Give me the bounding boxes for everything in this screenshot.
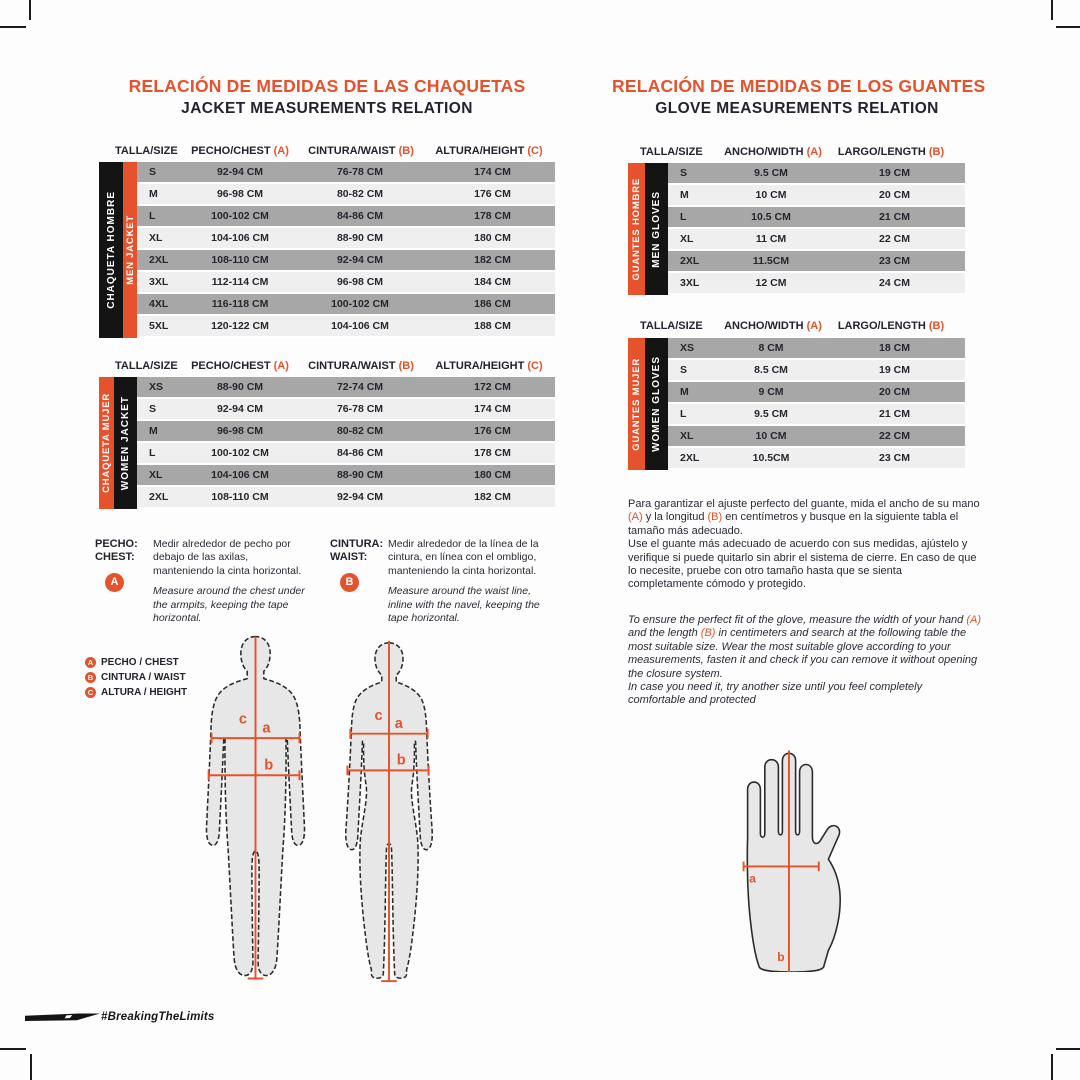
height-cell: 182 CM bbox=[474, 491, 511, 503]
glove-note-es-p2: Use el guante más adecuado de acuerdo con sus medidas, ajústelo y verifique si puede quitarlo sin abrir el sistema de cierre. En caso de que lo necesite, pruebe con otro tamaño hasta que se sienta completamente cómodo y protegido. bbox=[628, 538, 977, 591]
column-header-length: LARGO/LENGTH (B) bbox=[837, 320, 945, 332]
legend-item: B CINTURA / WAIST bbox=[85, 670, 187, 685]
column-header-chest: PECHO/CHEST (A) bbox=[191, 145, 289, 157]
size-cell: XL bbox=[149, 232, 163, 244]
size-cell: 4XL bbox=[149, 298, 169, 310]
women-gloves-side-label-es: GUANTES MUJER bbox=[628, 338, 645, 470]
table-row bbox=[137, 399, 555, 421]
size-cell: 2XL bbox=[680, 452, 700, 464]
table-row bbox=[137, 377, 555, 399]
height-cell: 188 CM bbox=[474, 320, 511, 332]
table-row bbox=[137, 250, 555, 272]
legend-a-icon: A bbox=[85, 657, 96, 668]
width-cell: 11 CM bbox=[755, 233, 787, 245]
column-header-size: TALLA/SIZE bbox=[640, 320, 703, 332]
table-row bbox=[668, 382, 965, 404]
size-cell: S bbox=[149, 166, 157, 178]
table-row bbox=[668, 185, 965, 207]
waist-cell: 80-82 CM bbox=[336, 425, 384, 437]
size-cell: XS bbox=[680, 342, 695, 354]
hand-label-b: b bbox=[777, 949, 785, 964]
chest-cell: 100-102 CM bbox=[211, 210, 269, 222]
length-cell: 20 CM bbox=[879, 386, 910, 398]
glove-note-es-p1: Para garantizar el ajuste perfecto del guante, mida el ancho de su mano (A) y la longitud (B) en centímetros y busque en la siguiente tabla el tamaño más adecuado. bbox=[628, 498, 980, 537]
chest-cell: 100-102 CM bbox=[211, 447, 269, 459]
table-row bbox=[137, 487, 555, 509]
height-cell: 174 CM bbox=[474, 403, 511, 415]
waist-cell: 76-78 CM bbox=[336, 403, 384, 415]
female-label-c: c bbox=[374, 708, 383, 725]
width-cell: 9 CM bbox=[758, 386, 784, 398]
length-cell: 22 CM bbox=[879, 430, 910, 442]
size-cell: M bbox=[680, 386, 689, 398]
table-row bbox=[668, 338, 965, 360]
female-label-b: b bbox=[396, 752, 406, 769]
size-cell: L bbox=[680, 211, 687, 223]
width-cell: 10 CM bbox=[755, 430, 787, 442]
male-label-c: c bbox=[238, 711, 248, 728]
size-cell: 2XL bbox=[149, 254, 169, 266]
table-row bbox=[137, 162, 555, 184]
height-cell: 174 CM bbox=[474, 166, 511, 178]
width-cell: 9.5 CM bbox=[754, 408, 788, 420]
chest-cell: 108-110 CM bbox=[211, 254, 269, 266]
table-row bbox=[137, 316, 555, 338]
table-row bbox=[668, 229, 965, 251]
width-cell: 12 CM bbox=[755, 277, 787, 289]
jacket-title-en: JACKET MEASUREMENTS RELATION bbox=[181, 100, 473, 117]
table-row bbox=[137, 465, 555, 487]
male-figure-diagram bbox=[192, 632, 319, 985]
waist-cell: 88-90 CM bbox=[336, 232, 384, 244]
size-cell: XS bbox=[149, 381, 164, 393]
waist-cell: 80-82 CM bbox=[336, 188, 384, 200]
table-row bbox=[137, 206, 555, 228]
height-cell: 178 CM bbox=[474, 447, 511, 459]
height-cell: 180 CM bbox=[474, 232, 511, 244]
table-row bbox=[668, 207, 965, 229]
hand-silhouette bbox=[747, 753, 840, 972]
column-header-height: ALTURA/HEIGHT (C) bbox=[435, 145, 543, 157]
size-cell: 3XL bbox=[149, 276, 169, 288]
column-header-chest: PECHO/CHEST (A) bbox=[191, 360, 289, 372]
waist-guide-label: CINTURA: WAIST: B bbox=[330, 538, 388, 626]
length-cell: 22 CM bbox=[879, 233, 910, 245]
size-cell: S bbox=[680, 167, 688, 179]
size-cell: S bbox=[149, 403, 157, 415]
chest-cell: 92-94 CM bbox=[216, 403, 264, 415]
waist-cell: 88-90 CM bbox=[336, 469, 384, 481]
legend-item: C ALTURA / HEIGHT bbox=[85, 685, 187, 700]
women-jacket-table bbox=[137, 377, 555, 509]
size-cell: M bbox=[149, 188, 158, 200]
size-cell: XL bbox=[680, 233, 694, 245]
chest-cell: 108-110 CM bbox=[211, 491, 269, 503]
chest-cell: 112-114 CM bbox=[211, 276, 269, 288]
waist-cell: 76-78 CM bbox=[336, 166, 384, 178]
height-cell: 176 CM bbox=[474, 425, 511, 437]
size-cell: L bbox=[680, 408, 687, 420]
chest-cell: 92-94 CM bbox=[216, 166, 264, 178]
column-header-height: ALTURA/HEIGHT (C) bbox=[435, 360, 543, 372]
hashtag-text: #BreakingTheLimits bbox=[101, 1011, 215, 1023]
male-label-b: b bbox=[264, 757, 274, 774]
waist-cell: 84-86 CM bbox=[336, 447, 384, 459]
women-gloves-side-label-en: WOMEN GLOVES bbox=[645, 338, 668, 470]
waist-cell: 96-98 CM bbox=[336, 276, 384, 288]
chest-cell: 120-122 CM bbox=[211, 320, 269, 332]
men-gloves-side-label-en: MEN GLOVES bbox=[645, 163, 668, 295]
glove-note-en-p2: In case you need it, try another size until you feel completely comfortable and protected bbox=[628, 681, 923, 707]
male-label-a: a bbox=[262, 720, 271, 737]
length-cell: 20 CM bbox=[879, 189, 910, 201]
width-cell: 10 CM bbox=[755, 189, 787, 201]
table-row bbox=[137, 228, 555, 250]
crop-mark bbox=[0, 26, 26, 28]
men-jacket-side-label-en: MEN JACKET bbox=[123, 162, 137, 338]
height-cell: 176 CM bbox=[474, 188, 511, 200]
ref-b-badge: B bbox=[340, 573, 359, 592]
ref-a-badge: A bbox=[105, 573, 124, 592]
column-header-size: TALLA/SIZE bbox=[115, 360, 178, 372]
glove-note-en-p1: To ensure the perfect fit of the glove, measure the width of your hand (A) and the length (B) in centimeters and search at the following table the most suitable size. Wear the most suitable glove according to your measurements, fasten it and check if you can remove it without opening the closure system. bbox=[628, 614, 982, 680]
table-row bbox=[668, 273, 965, 295]
length-cell: 19 CM bbox=[879, 167, 910, 179]
size-cell: 5XL bbox=[149, 320, 169, 332]
female-figure-diagram bbox=[324, 637, 454, 985]
chest-measure-guide bbox=[95, 538, 311, 626]
table-row bbox=[137, 421, 555, 443]
size-cell: 2XL bbox=[680, 255, 700, 267]
height-cell: 178 CM bbox=[474, 210, 511, 222]
glove-note-es bbox=[628, 498, 980, 592]
width-cell: 11.5CM bbox=[752, 255, 790, 267]
width-cell: 10.5 CM bbox=[751, 211, 791, 223]
men-jacket-table bbox=[137, 162, 555, 338]
column-header-width: ANCHO/WIDTH (A) bbox=[724, 320, 822, 332]
table-row bbox=[137, 443, 555, 465]
jacket-title-es: RELACIÓN DE MEDIDAS DE LAS CHAQUETAS bbox=[128, 76, 526, 96]
chest-cell: 104-106 CM bbox=[211, 232, 269, 244]
size-cell: XL bbox=[149, 469, 163, 481]
column-header-waist: CINTURA/WAIST (B) bbox=[308, 360, 414, 372]
chest-cell: 96-98 CM bbox=[216, 425, 264, 437]
waist-measure-guide bbox=[330, 538, 554, 626]
crop-mark bbox=[1056, 26, 1080, 28]
female-label-a: a bbox=[394, 715, 403, 732]
glove-title-en: GLOVE MEASUREMENTS RELATION bbox=[655, 100, 939, 117]
size-cell: 3XL bbox=[680, 277, 700, 289]
length-cell: 23 CM bbox=[879, 452, 910, 464]
column-header-waist: CINTURA/WAIST (B) bbox=[308, 145, 414, 157]
table-row bbox=[668, 360, 965, 382]
brand-logo bbox=[25, 1012, 100, 1024]
legend-item: A PECHO / CHEST bbox=[85, 655, 187, 670]
table-row bbox=[668, 163, 965, 185]
length-cell: 21 CM bbox=[879, 211, 910, 223]
waist-cell: 100-102 CM bbox=[331, 298, 389, 310]
width-cell: 8 CM bbox=[758, 342, 784, 354]
crop-mark bbox=[0, 1048, 26, 1050]
height-cell: 182 CM bbox=[474, 254, 511, 266]
table-row bbox=[668, 251, 965, 273]
jacket-section-title bbox=[97, 76, 557, 118]
height-cell: 186 CM bbox=[474, 298, 511, 310]
size-cell: L bbox=[149, 210, 156, 222]
glove-section-title bbox=[612, 76, 986, 118]
waist-cell: 104-106 CM bbox=[331, 320, 389, 332]
crop-mark bbox=[29, 0, 31, 20]
chest-guide-label: PECHO: CHEST: A bbox=[95, 538, 153, 626]
column-header-size: TALLA/SIZE bbox=[115, 145, 178, 157]
hand-label-a: a bbox=[749, 871, 756, 886]
width-cell: 8.5 CM bbox=[754, 364, 788, 376]
size-cell: S bbox=[680, 364, 688, 376]
hand-figure-diagram bbox=[722, 740, 850, 972]
chest-cell: 96-98 CM bbox=[216, 188, 264, 200]
glove-note-en bbox=[628, 614, 982, 708]
chest-cell: 88-90 CM bbox=[216, 381, 264, 393]
length-cell: 24 CM bbox=[879, 277, 910, 289]
waist-cell: 92-94 CM bbox=[336, 254, 384, 266]
size-cell: XL bbox=[680, 430, 694, 442]
size-cell: 2XL bbox=[149, 491, 169, 503]
table-row bbox=[668, 404, 965, 426]
waist-cell: 92-94 CM bbox=[336, 491, 384, 503]
women-jacket-side-label-en: WOMEN JACKET bbox=[114, 377, 137, 509]
men-gloves-table bbox=[668, 163, 965, 295]
measurement-legend bbox=[85, 655, 187, 700]
length-cell: 21 CM bbox=[879, 408, 910, 420]
width-cell: 9.5 CM bbox=[754, 167, 788, 179]
waist-cell: 72-74 CM bbox=[336, 381, 384, 393]
size-cell: M bbox=[680, 189, 689, 201]
glove-title-es: RELACIÓN DE MEDIDAS DE LOS GUANTES bbox=[612, 76, 986, 96]
size-cell: M bbox=[149, 425, 158, 437]
waist-guide-text: Medir alrededor de la línea de la cintura, en línea con el ombligo, manteniendo la cinta horizontal. Measure around the waist line, inline with the navel, keeping the tape horizontal. bbox=[388, 538, 540, 625]
waist-cell: 84-86 CM bbox=[336, 210, 384, 222]
table-row bbox=[137, 294, 555, 316]
column-header-size: TALLA/SIZE bbox=[640, 146, 703, 158]
column-header-width: ANCHO/WIDTH (A) bbox=[724, 146, 822, 158]
table-row bbox=[668, 426, 965, 448]
women-gloves-table bbox=[668, 338, 965, 470]
table-row bbox=[137, 272, 555, 294]
size-cell: L bbox=[149, 447, 156, 459]
length-cell: 23 CM bbox=[879, 255, 910, 267]
height-cell: 172 CM bbox=[474, 381, 511, 393]
legend-b-icon: B bbox=[85, 672, 96, 683]
crop-mark bbox=[1051, 1054, 1053, 1080]
women-jacket-side-label-es: CHAQUETA MUJER bbox=[99, 377, 114, 509]
length-cell: 19 CM bbox=[879, 364, 910, 376]
men-gloves-side-label-es: GUANTES HOMBRE bbox=[628, 163, 645, 295]
column-header-length: LARGO/LENGTH (B) bbox=[837, 146, 945, 158]
length-cell: 18 CM bbox=[879, 342, 910, 354]
table-row bbox=[137, 184, 555, 206]
height-cell: 184 CM bbox=[474, 276, 511, 288]
men-jacket-side-label-es: CHAQUETA HOMBRE bbox=[99, 162, 123, 338]
width-cell: 10.5CM bbox=[752, 452, 790, 464]
crop-mark bbox=[1051, 0, 1053, 20]
table-row bbox=[668, 448, 965, 470]
chest-cell: 116-118 CM bbox=[211, 298, 269, 310]
height-cell: 180 CM bbox=[474, 469, 511, 481]
crop-mark bbox=[1056, 1048, 1080, 1050]
legend-c-icon: C bbox=[85, 687, 96, 698]
chest-guide-text: Medir alrededor de pecho por debajo de las axilas, manteniendo la cinta horizontal. Measure around the chest under the armpits, keeping the tape horizontal. bbox=[153, 538, 305, 625]
chest-cell: 104-106 CM bbox=[211, 469, 269, 481]
crop-mark bbox=[30, 1054, 32, 1080]
